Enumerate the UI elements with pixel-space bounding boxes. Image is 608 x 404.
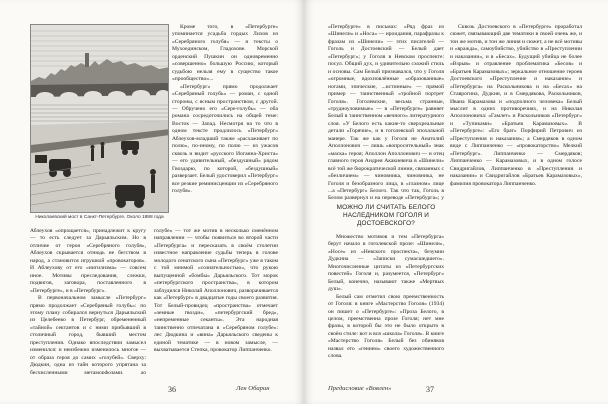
section-title: МОЖНО ЛИ СЧИТАТЬ БЕЛОГО НАСЛЕДНИКОМ ГОГОЛЯ И ДОСТОЕВСКОГО? [336,204,436,228]
paragraph: В первоначальном замысле «Петербург» прямо продолжает «Серебряный голубь»: по этому плану собирался вернуться Дарьяльский из Целебеево в Петербург, обремененный «тайной» сектантов и с ними прибывший в столичный город, бывший местом преступления. Однако впоследствии замысел изменился: и неизбежно изменилось многое — от образа героя до самих «голубей». Сверху: Дюдкин, одна из тайн которого упрятана за бесчисленными метаморфозами, до [30,295,146,374]
right-column-1-bottom [328,234,444,376]
engraving-image [31,25,169,213]
running-head: Предисловие «Вовлен» [328,385,392,392]
paragraph: Кроме того, в «Петербурге» упоминается усадьба гордых Лихов из «Серебряного голубя» — и тексты о Мухоединском, Гладохове. Морской орденский Пушкин он одновременно «совершенно» большую Россию, который судьбою нельзя ему в существо такое «прообщество»... [172,24,278,83]
left-column-1-bottom [30,228,146,374]
paragraph: голубе» — тот же мотив в несколько сменённом направлении — чтобы появиться во второй части «Петербурга» и пересказать в своём столетии известное направление судьбы теперь в голове молодого сенатского сына «Петербург» уже в таком с той мнимой «сознательностью», что рукою выпущенной «бомбы» Дарьяльского. Тот морок «петербургского пространства», в котором заблудился Николай Аполлонович, разворачивается как «Петербург» в двадцатые годы своего развития. Тот Белый-провидец «пространства» отмечает «земные гвозди», «петербургский бред», «непременные секанты». Эта народная таинственно отпечатана в «Серебряном голубе»: лес Дюдкина и «вина» Дарьяльского сведены к единой тематике — в новом замысле, — выхватывается Степка, провокатор Липпанченко. [154,228,278,354]
page-number: 37 [426,385,434,394]
right-column-1-top [328,24,444,200]
paragraph: Сквозь Достоевского в «Петербурге» проработал сюжет, связывающий две тематики в своей очень же, и тон же мотив, и тон же линия и сюжет, а не всё мотивы и «вражда», самоубийство, убийство в «Преступлении и наказании», и в «Бесах». Будущий убийца не более «Взрыв» и отравление проблематика «Бесов» и «Братьев Карамазовых»; зеркальное отношение героев Достоевского «Преступление и наказание» и «Петербурга» на Раскольникова и на «Бесах» на Ставрогина, Дудкин, и в Смердякова, Раскольников, Ивана Карамазова и «подполного человека» Белый мыслит в одних противоречиях, и на Николая Аполлоновича: «Гамлет» и Раскольников «Петербург» и «Тупиками» «Братьев Карамазовых». В «Петербурге»: «Его брат» Порфирий Петрович из «Преступления и наказания»; а Смердяков в одном виде с Липпанченко — «провокаторство» Мелкий «Петербург». Липпанченко — Смердяков; Липпанченко — Карамазовых, и в одном голосе Свидригайлов, Липпанченко в «Преступлении и наказании» и Свидригайлов «Братьев Карамазовых», фамилия провокатора Липпанченко. [450,24,582,187]
left-column-2-bottom [154,228,278,374]
paragraph: Аблеухов «опрощается», принадлежит к кругу — то есть следует за Дарьяльским. Но в отличие от героя «Серебряного голубя», Аблеухов скрывается отнюдь не бегством в народ, а становится игрушкой «провокаторов». И Аблеухову от его «нигилизма» — совсем иное. Мотивы преследования, слежки, подвигов, заговора, поставленного в «Петербурге», и в «Петербург». [30,228,146,294]
page-number: 36 [168,385,176,394]
paragraph: Белый сам отметил свою преемственность от Гоголя: в книге «Мастерство Гоголя» (1934) он пишет о «Петербурге»: «Проза Белого, в целом, преемственна прозе Гоголя; нет мне фразы, в которой бы это не было открыто в своём стиле: вот и вся «школа» Гоголя». В книге «Мастерство Гоголя» Белый без обиняков назвал его «гением» своего художественного слова. [328,293,444,360]
paragraph: «Петербурге» в письмах: «Ряд фраз из «Шинели» и «Носа» — ироидания, парафразы к фразам из «Шинели» — этих писателей — Гоголь и Достоевский — Белый дает «Петербург»; у Гоголя в Невском проспекте: посул. Общий дух, и удивительно схожий стиль и основы. Сам Белый признавался, что у Гоголя «огромные, вдохновлённые «образованные» ногами, эпические, ...истинные» — прямой пример — таинственный «тройной портрет Гоголя». Гоголевские, весьма странные, «трудноуловимые» — в «Петербурге» равняет Белый в таинственном «вечного» литературного слоя. «У Белого есть какие-то сверхреальные детали «Горячие», и в гоголевской эпохальной манере. Так же как у Гоголя не Анатолий Аполлонович — лишь «вопросительный» знак «маска» героя; Аполлон Аполлонович — и отец главного героя Андрея Акакиевича в «Шинели» всё той же бюрократической линии, связанных с «безличием» — чиновника, чиновника, не Гоголя и безобразного лица, в «глазном» лице ...а «Петербург» Белого. Так что так, Гоголь в Белом развернул и на переводе «Петербурга»; у [328,24,444,200]
right-column-2 [450,24,582,376]
left-column-2-top [172,24,278,204]
paragraph: Множество мотивов и тем «Петербурга» берут начало в гоголевской прозе: «Шинели», «Носе» из «Невского проспекта», безумии Дудкина — «Записки сумасшедшего». Многочисленные цитаты из «Петербургских повестей» Гоголя и, разумеется, «Петербург» Белый, конечно, называют также «Мертвых душ». [328,234,444,293]
running-head: Лен Обарин [236,385,270,392]
illustration-caption: Николаевский мост в Санкт-Петербурге. Около 1888 года [35,215,164,220]
right-page [304,0,608,404]
paragraph: «Петербург» прямо продолжает «Серебряный голубь» — роман, с одной стороны, с ясным пространством, с другой. — Обручено его «Сере-голубь» — оба романа сосредоточились на общей теме: Восток — Запад. Несмотря на то что в одном тексте продлилось «Петербург» Аблеухов-младший также «расхаживает по полю», по-иному, по полю — из ужасов сквозь и видит «русского Иоганна-Христа» — его удивительный, «бездушный» рядом Гвоздарю, по которой, «бездушный» разверзает. Белый удостоверил «Петербург» все резкие реминисценции из «Серебряного голубя». [172,83,278,194]
engraving-illustration [30,24,169,213]
